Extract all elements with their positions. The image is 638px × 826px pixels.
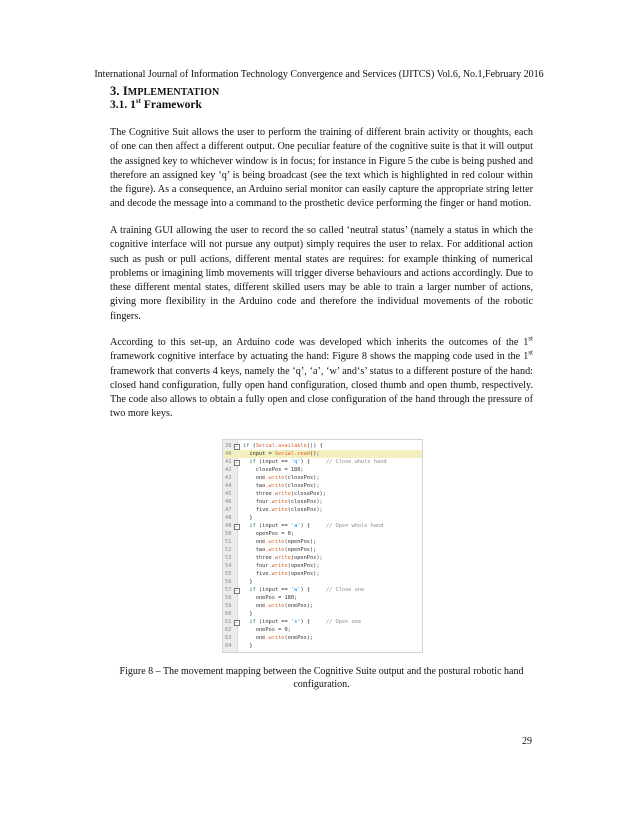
code-line [223,634,422,642]
arduino-code-figure [222,439,423,653]
line-number: 55 [225,571,232,577]
code-line [223,586,422,594]
line-number: 44 [225,483,232,489]
line-number: 50 [225,531,232,537]
line-number: 60 [225,611,232,617]
code-line [223,474,422,482]
line-number: 56 [225,579,232,585]
code-line [223,530,422,538]
paragraph-2: A training GUI allowing the user to record the so called ‘neutral status’ (namely a status in which the cognitive interface will not pursue any output) simply requires the user to relax. For additional action such as push or pull actions, different mental states are requires: for example thinking of numerical problems or imagining limb movements will trigger diverse behaviours and actions accordingly. Due to these different mental states, different skilled users may be able to train a larger number of actions, giving more flexibility in the Arduino code and therefore the individual movements of the robotic fingers. [110,225,533,322]
code-text: if (input == 'a') { // Open whole hand [249,523,384,529]
subsection-heading [110,99,202,111]
subsection-ordinal-suffix: st [135,97,141,106]
line-number: 64 [225,643,232,649]
subsection-ordinal: 1 [130,99,136,111]
line-number: 49 [225,523,232,529]
line-number: 59 [225,603,232,609]
code-text: onePos = 180; [243,595,298,601]
code-line [223,498,422,506]
section-number: 3. [110,84,120,98]
code-text: three.write(openPos); [243,555,323,561]
code-line [223,578,422,586]
line-number: 61 [225,619,232,625]
code-text: two.write(openPos); [243,547,317,553]
line-number: 42 [225,467,232,473]
line-number: 54 [225,563,232,569]
code-text: openPos = 0; [243,531,295,537]
line-number: 39 [225,443,232,449]
code-text: two.write(closePos); [243,483,320,489]
code-line [223,594,422,602]
code-text: } [243,611,253,617]
code-line [223,618,422,626]
code-text: closePos = 180; [243,467,304,473]
fold-marker-icon: − [235,620,239,625]
code-line [223,642,422,650]
code-text: five.write(closePos); [243,507,323,513]
line-number: 43 [225,475,232,481]
code-line [223,466,422,474]
code-text: if (input == 'q') { // Close whole hand [249,459,387,465]
code-text: } [243,515,253,521]
code-line [223,458,422,466]
line-number: 45 [225,491,232,497]
code-line [223,482,422,490]
code-text: five.write(openPos); [243,571,320,577]
code-line [223,626,422,634]
line-number: 57 [225,587,232,593]
code-line [223,450,422,458]
line-number: 47 [225,507,232,513]
line-number: 62 [225,627,232,633]
code-text: } [243,643,253,649]
fold-marker-icon: − [235,460,239,465]
line-number: 40 [225,451,232,457]
code-line [223,538,422,546]
code-line [223,570,422,578]
code-line [223,554,422,562]
line-number: 48 [225,515,232,521]
code-text: one.write(onePos); [243,635,314,641]
line-number: 53 [225,555,232,561]
line-number: 46 [225,499,232,505]
code-line [223,562,422,570]
code-text: four.write(closePos); [243,499,323,505]
code-line [223,506,422,514]
code-text: onePos = 0; [243,627,291,633]
section-title: IMPLEMENTATION [122,84,220,98]
fold-marker-icon: − [235,444,239,449]
code-line [223,442,422,450]
code-text: one.write(closePos); [243,475,320,481]
paragraph-1: The Cognitive Suit allows the user to perform the training of different brain activity or thoughts, each of one can then affect a different output. One peculiar feature of the cognitive suite is that it will output the assigned key to whichever window is in focus; for instance in Figure 5 the cube is being pushed and therefore an assigned key ‘q’ is being broadcast (see the text which is highlighted in red colour within the figure). As a consequence, an Arduino serial monitor can easily capture the appropriate string letter and decode the message into a command to the prosthetic device performing the finger or hand motion. [110,127,533,210]
fold-marker-icon: − [235,524,239,529]
line-number: 52 [225,547,232,553]
line-number: 58 [225,595,232,601]
subsection-title: Framework [143,99,202,111]
paragraph-3: According to this set-up, an Arduino code was developed which inherits the outcomes of the 1st framework cognitive interface by actuating the hand: Figure 8 shows the mapping code used in the 1st framework that converts 4 keys, namely the ‘q’, ‘a’, ‘w’ and‘s’ status to a different posture of the hand: closed hand configuration, fully open hand configuration, closed thumb and open thumb, respectively. The code also allows to obtain a fully open and close configuration of the hand through the pressure of two more keys. [110,334,533,420]
code-text: three.write(closePos); [243,491,326,497]
journal-header: International Journal of Information Technology Convergence and Services (IJITCS) Vol.6, No.1,February 2016 [94,69,544,80]
code-line [223,546,422,554]
figure-caption: Figure 8 – The movement mapping between the Cognitive Suite output and the postural robotic hand configuration. [119,666,524,690]
line-number: 51 [225,539,232,545]
subsection-number: 3.1. [110,99,128,111]
code-line [223,602,422,610]
code-text: one.write(onePos); [243,603,314,609]
page-number: 29 [522,736,532,747]
code-line [223,514,422,522]
code-text: one.write(openPos); [243,539,317,545]
code-text: if (input == 'w') { // Close one [249,587,365,593]
code-text: four.write(openPos); [243,563,320,569]
line-number: 41 [225,459,232,465]
code-line [223,610,422,618]
code-text: if (Serial.available()) { [243,443,323,449]
code-text: if (input == 's') { // Open one [249,619,362,625]
line-number: 63 [225,635,232,641]
section-heading [110,84,219,99]
code-line [223,490,422,498]
code-text: input = Serial.read(); [243,451,320,457]
code-line [223,522,422,530]
code-text: } [243,579,253,585]
fold-marker-icon: − [235,588,239,593]
